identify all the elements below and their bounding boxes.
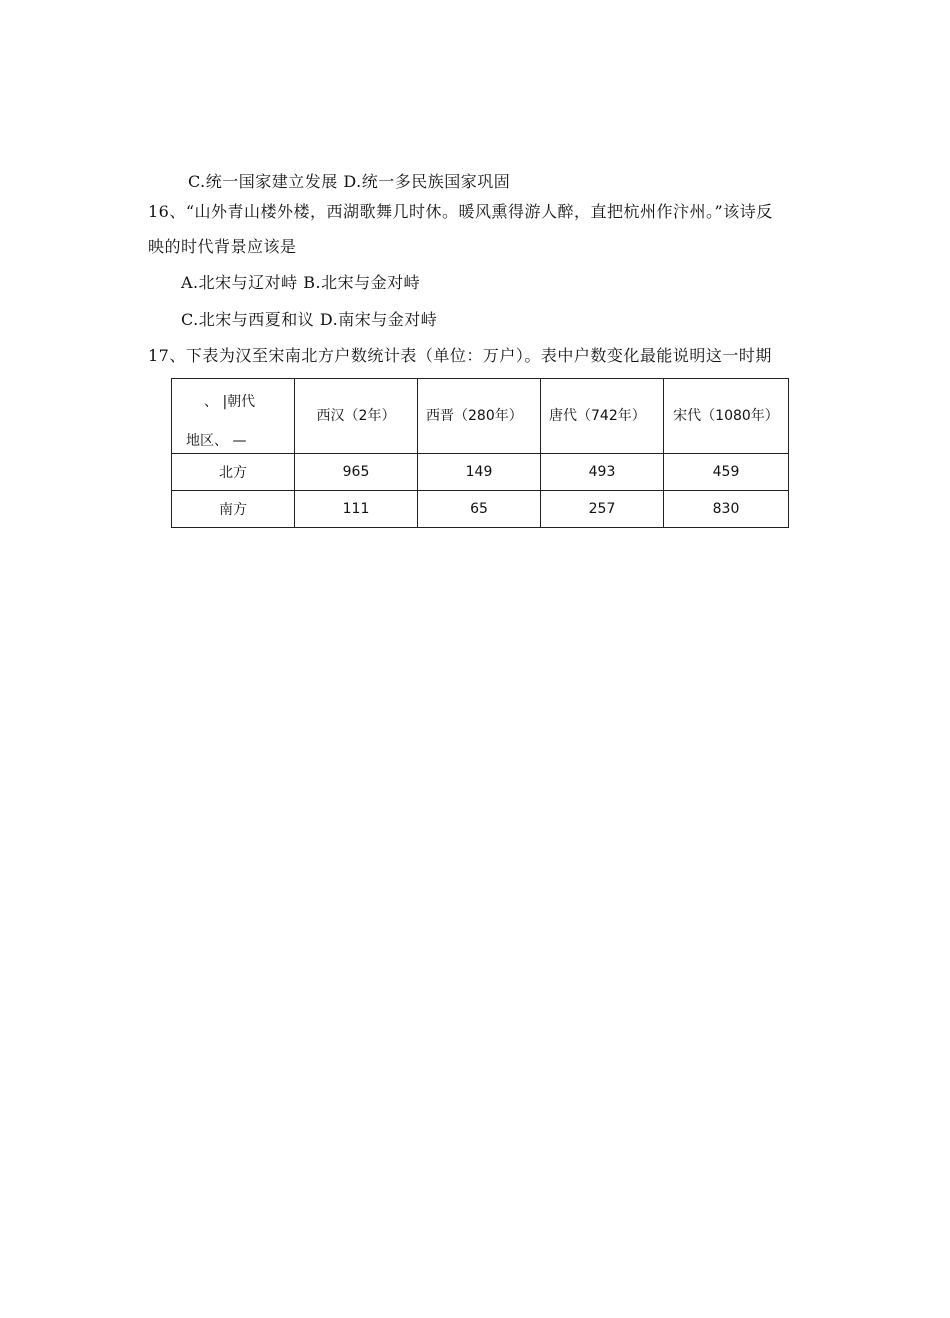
header-tang: 唐代（742年） bbox=[541, 379, 664, 454]
corner-dynasty-label: 、 |朝代 bbox=[204, 394, 256, 410]
value-cell: 149 bbox=[418, 454, 541, 491]
region-cell: 北方 bbox=[172, 454, 295, 491]
q16-stem-line2: 映的时代背景应该是 bbox=[148, 237, 297, 256]
region-cell: 南方 bbox=[172, 491, 295, 528]
household-table bbox=[171, 378, 789, 528]
table-row bbox=[172, 454, 789, 491]
q16-options-ab: A.北宋与辽对峙 B.北宋与金对峙 bbox=[181, 273, 421, 292]
q15-options-cd: C.统一国家建立发展 D.统一多民族国家巩固 bbox=[188, 172, 511, 191]
corner-cell bbox=[172, 379, 295, 454]
value-cell: 493 bbox=[541, 454, 664, 491]
header-xijin: 西晋（280年） bbox=[418, 379, 541, 454]
corner-region-label: 地区、 — bbox=[186, 433, 247, 449]
value-cell: 257 bbox=[541, 491, 664, 528]
q16-stem-line1: 16、“山外青山楼外楼，西湖歌舞几时休。暖风熏得游人醉，直把杭州作汴州。”该诗反 bbox=[148, 202, 773, 221]
table-row bbox=[172, 491, 789, 528]
table-header-row bbox=[172, 379, 789, 454]
header-song: 宋代（1080年） bbox=[664, 379, 789, 454]
value-cell: 459 bbox=[664, 454, 789, 491]
q16-options-cd: C.北宋与西夏和议 D.南宋与金对峙 bbox=[181, 310, 438, 329]
value-cell: 965 bbox=[295, 454, 418, 491]
q17-stem: 17、下表为汉至宋南北方户数统计表（单位：万户）。表中户数变化最能说明这一时期 bbox=[148, 346, 772, 365]
value-cell: 830 bbox=[664, 491, 789, 528]
header-xihan: 西汉（2年） bbox=[295, 379, 418, 454]
value-cell: 111 bbox=[295, 491, 418, 528]
value-cell: 65 bbox=[418, 491, 541, 528]
